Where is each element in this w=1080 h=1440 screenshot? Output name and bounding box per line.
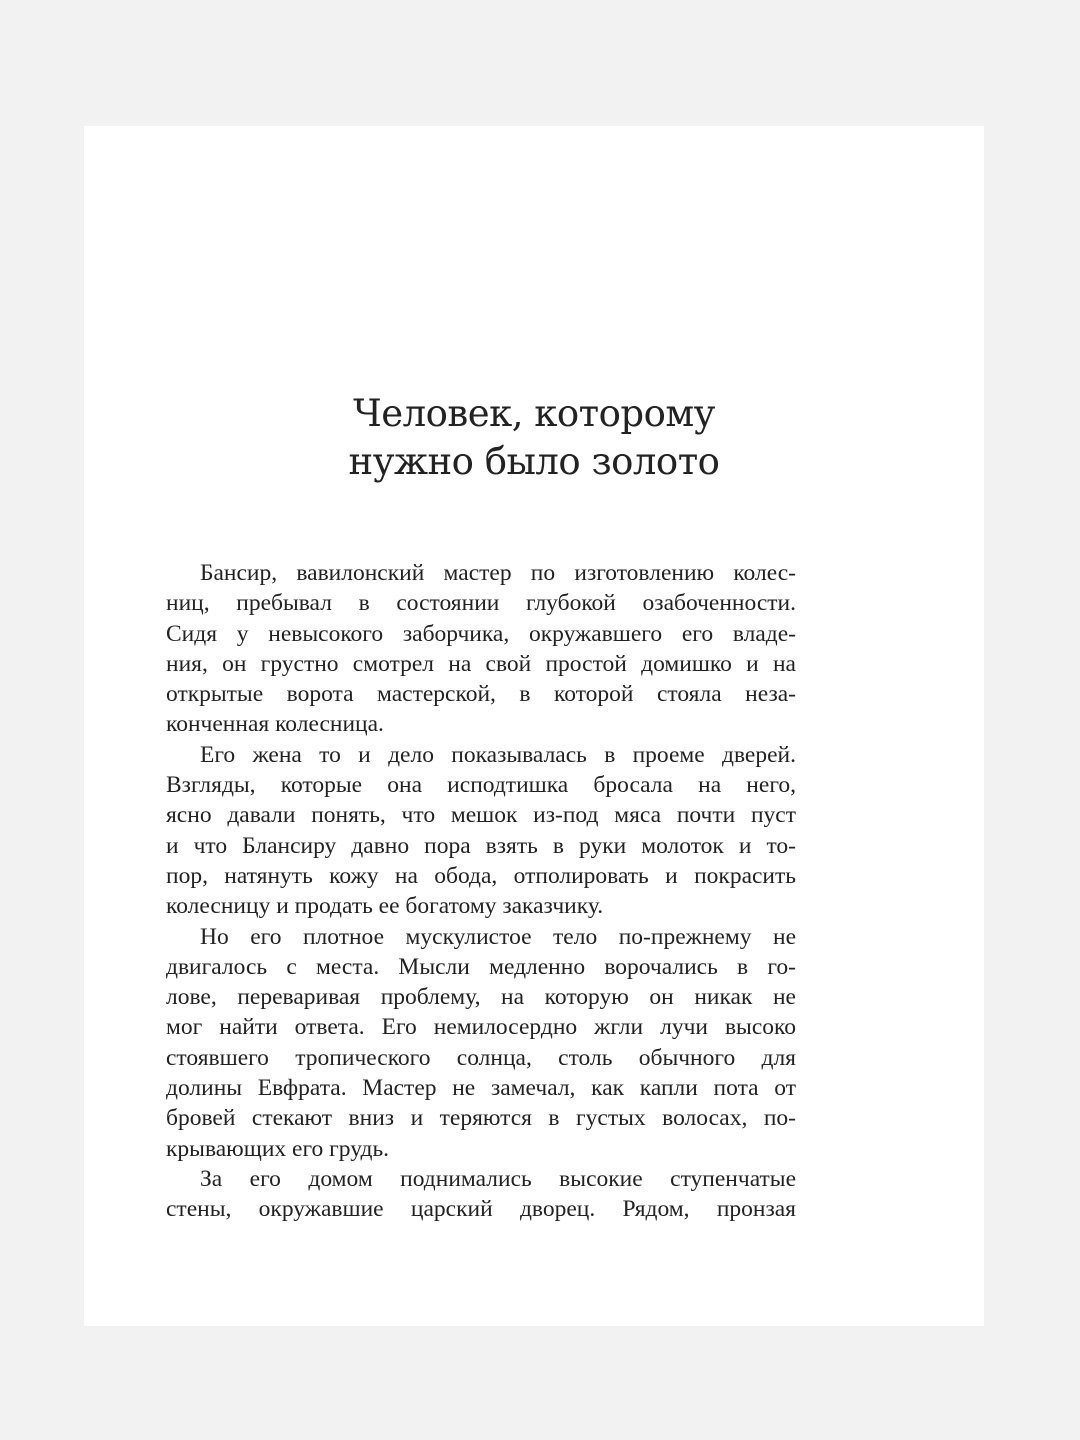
text-line: лове, переваривая проблему, на которую он никак не <box>166 984 796 1011</box>
chapter-title-line-1: Человек, которому <box>353 392 715 435</box>
text-line: колесницу и продать ее богатому заказчику. <box>166 893 604 920</box>
chapter-title-line-2: нужно было золото <box>348 440 720 483</box>
text-line: мог найти ответа. Его немилосердно жгли лучи высоко <box>166 1014 796 1041</box>
text-line: ния, он грустно смотрел на свой простой домишко и на <box>166 650 796 677</box>
text-line: Взгляды, которые она исподтишка бросала на него, <box>166 772 796 799</box>
text-line: крывающих его грудь. <box>166 1135 390 1162</box>
book-page <box>84 126 984 1326</box>
text-line: Его жена то и дело показывалась в проеме дверей. <box>200 741 796 768</box>
chapter-title <box>84 390 984 486</box>
text-line: Но его плотное мускулистое тело по-прежнему не <box>200 923 796 950</box>
text-line: бровей стекают вниз и теряются в густых волосах, по- <box>166 1105 796 1132</box>
text-line: и что Блансиру давно пора взять в руки молоток и то- <box>166 832 796 859</box>
text-line: стоявшего тропического солнца, столь обычного для <box>166 1044 796 1071</box>
text-line: конченная колесница. <box>166 711 384 738</box>
text-line: стены, окружавшие царский дворец. Рядом, пронзая <box>166 1196 796 1223</box>
text-line: За его домом поднимались высокие ступенчатые <box>200 1165 796 1192</box>
text-line: ясно давали понять, что мешок из-под мяса почти пуст <box>166 802 796 829</box>
text-line: Сидя у невысокого заборчика, окружавшего его владе- <box>166 620 796 647</box>
text-line: ниц, пребывал в состоянии глубокой озабоченности. <box>166 590 796 617</box>
text-line: двигалось с места. Мысли медленно ворочались в го- <box>166 953 796 980</box>
text-line: пор, натянуть кожу на обода, отполировать и покрасить <box>166 862 796 889</box>
text-line: открытые ворота мастерской, в которой стояла неза- <box>166 681 796 708</box>
text-line: долины Евфрата. Мастер не замечал, как капли пота от <box>166 1075 796 1102</box>
chapter-body <box>166 558 796 1225</box>
text-line: Бансир, вавилонский мастер по изготовлению колес- <box>200 560 796 586</box>
